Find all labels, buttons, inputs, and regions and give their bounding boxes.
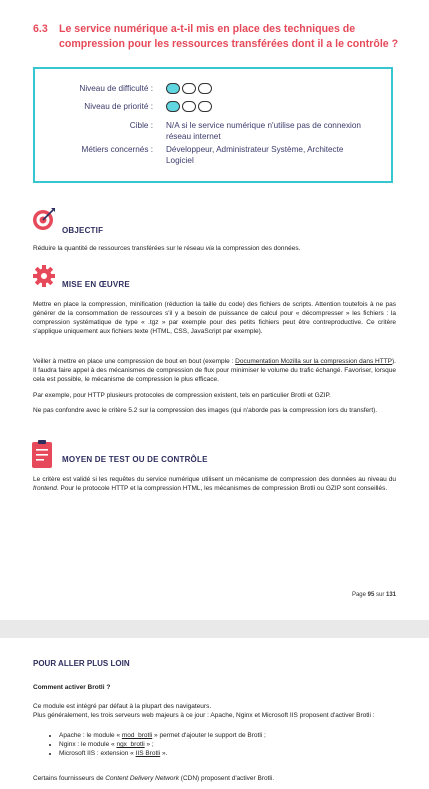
gear-icon — [33, 265, 55, 287]
brotli-subtitle: Comment activer Brotli ? — [33, 684, 111, 691]
objectif-text-italic: via — [205, 245, 215, 252]
rating-dot-empty — [182, 101, 196, 112]
item-text: Microsoft IIS : extension « — [59, 750, 136, 757]
ngx-brotli-link[interactable]: ngx_brotli — [116, 741, 145, 748]
criterion-number: 6.3 — [33, 23, 48, 35]
objectif-title: OBJECTIF — [62, 226, 104, 235]
page-number — [352, 592, 396, 598]
mod-brotli-link[interactable]: mod_brotli — [121, 732, 153, 739]
difficulty-label: Niveau de difficulté : — [79, 84, 153, 93]
cdn-line — [33, 774, 393, 783]
rating-dot-filled — [166, 83, 180, 94]
moyen-text-part: . Pour le protocole HTTP et la compression HTML, les mécanismes de compression Brotli ou GZIP sont conseillés. — [56, 485, 388, 492]
item-text: » ; — [144, 741, 154, 748]
rating-dot-filled — [166, 101, 180, 112]
mise-paragraph-3: Par exemple, pour HTTP plusieurs protocoles de compression existent, tels en particulier Brotli et GZIP. — [33, 392, 331, 399]
page-middle: sur — [374, 592, 386, 598]
moyen-text-part: Le critère est validé si les requêtes du service numérique utilisent un mécanisme de compression des données au niveau du — [33, 476, 396, 483]
test-clipboard-icon — [32, 440, 52, 468]
list-item — [59, 749, 266, 758]
mozilla-doc-link[interactable]: Documentation Mozilla sur la compression dans HTTP — [235, 358, 392, 365]
target-row — [35, 120, 391, 144]
target-icon — [32, 207, 56, 231]
criterion-info-box — [33, 67, 393, 183]
iis-brotli-link[interactable]: IIS Brotli — [135, 750, 161, 757]
brotli-line-2: Plus généralement, les trois serveurs web majeurs à ce jour : Apache, Nginx et Microsoft IIS proposent d'activer Brotli : — [33, 712, 375, 719]
cdn-text: (CDN) proposent d'activer Brotli. — [178, 775, 275, 782]
page-total: 131 — [385, 592, 396, 598]
item-text: » permet d'ajouter le support de Brotli ; — [152, 732, 266, 739]
mise-paragraph-2 — [33, 357, 396, 384]
jobs-row — [35, 144, 391, 168]
moyen-text — [33, 475, 396, 493]
target-label: Cible : — [129, 121, 153, 130]
item-text: Nginx : le module « — [59, 741, 117, 748]
jobs-value: Développeur, Administrateur Système, Architecte Logiciel — [166, 145, 344, 165]
moyen-text-italic: frontend — [33, 485, 57, 492]
mise-paragraph-1: Mettre en place la compression, minification (réduction la taille du code) des fichiers de scripts. Attention toutefois à ne pas générer de la consommation de ressources s'il y a besoin de puissance de calcul pour « décompresser » les fichiers : la compression systématique de type « .tgz » par exemple pour des petits fichiers peut être contreproductive. Ce critère s'applique uniquement aux fichiers texte (HTML, CSS, JavaScript par exemple). — [33, 301, 396, 335]
further-title: POUR ALLER PLUS LOIN — [33, 659, 130, 668]
objectif-text-part: Réduire la quantité de ressources transférées sur le réseau — [33, 245, 206, 252]
criterion-heading — [33, 22, 403, 52]
list-item — [59, 740, 266, 749]
list-item — [59, 731, 266, 740]
page-prefix: Page — [351, 592, 368, 598]
priority-label: Niveau de priorité : — [84, 102, 153, 111]
jobs-label: Métiers concernés : — [81, 145, 153, 154]
priority-rating — [166, 101, 212, 112]
rating-dot-empty — [198, 83, 212, 94]
item-text: ». — [160, 750, 168, 757]
cdn-text: Certains fournisseurs de — [33, 775, 106, 782]
criterion-title-line1: Le service numérique a-t-il mis en place des techniques de — [59, 23, 356, 35]
rating-dot-empty — [198, 101, 212, 112]
objectif-text — [33, 244, 393, 253]
criterion-title-line2: compression pour les ressources transférées dont il a le contrôle ? — [59, 38, 399, 50]
objectif-text-part: la compression des données. — [214, 245, 301, 252]
mise-p2-text: Veiller à mettre en place une compression de bout en bout (exemple : — [33, 358, 236, 365]
mise-p2-text: ). Il faudra faire appel à des mécanismes de compression de flux pour minimiser le volume du trafic échangé. Favoriser, lorsque cela est possible, le mécanisme de compression le plus efficace. — [33, 358, 396, 383]
server-list — [33, 731, 266, 758]
item-text: Apache : le module « — [59, 732, 122, 739]
mise-paragraph-4: Ne pas confondre avec le critère 5.2 sur la compression des images (qui n'aborde pas la compression lors du transfert). — [33, 407, 378, 414]
difficulty-rating — [166, 83, 212, 94]
page-separator — [0, 620, 429, 638]
document-page-96 — [0, 638, 429, 789]
brotli-line-1: Ce module est intégré par défaut à la plupart des navigateurs. — [33, 703, 212, 710]
page-current: 95 — [367, 592, 375, 598]
target-value: N/A si le service numérique n'utilise pas de connexion réseau internet — [166, 121, 361, 141]
mise-en-oeuvre-title: MISE EN ŒUVRE — [62, 280, 130, 289]
moyen-test-title: MOYEN DE TEST OU DE CONTRÔLE — [62, 455, 208, 464]
rating-dot-empty — [182, 83, 196, 94]
cdn-italic: Content Delivery Network — [105, 775, 179, 782]
